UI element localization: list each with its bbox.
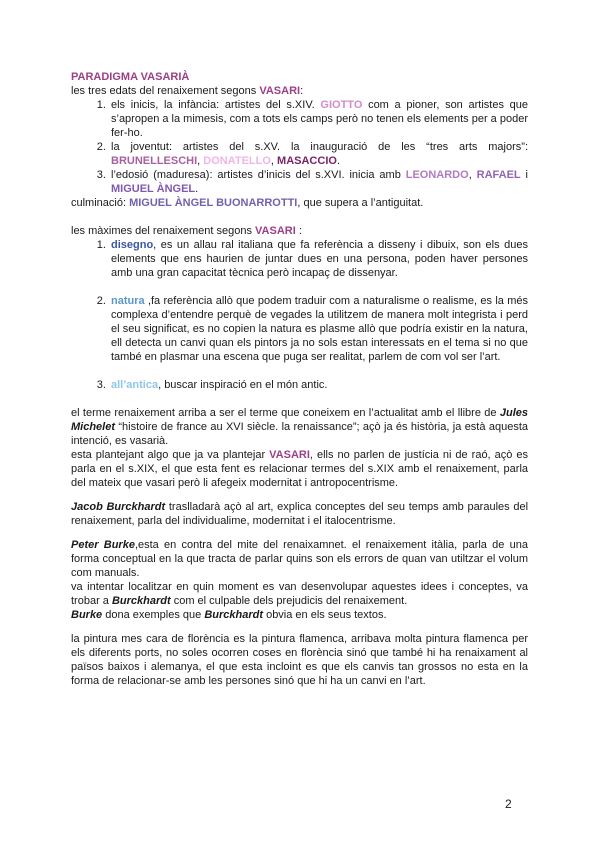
list-item: 3. l’edosió (maduresa): artistes d’inicis del s.XVI. inicia amb LEONARDO, RAFAEL i MIGUEL ÀNGEL.: [109, 168, 528, 196]
list-item: 1. els inicis, la infància: artistes del s.XIV. GIOTTO com a pioner, son artistes que s’apropen a la mimesis, com a tots els camps però no tenen els elements per a poder fer-ho.: [109, 98, 528, 140]
edats-intro: les tres edats del renaixement segons VASARI:: [71, 85, 304, 97]
paragraph: va intentar localitzar en quin moment es van desenvolupar aquestes idees i conceptes, va trobar a Burckhardt com el culpable dels prejudicis del renaixement.: [71, 581, 528, 607]
maximes-list: [71, 238, 528, 392]
document-body: [71, 70, 528, 688]
paragraph: el terme renaixement arriba a ser el terme que coneixem en l’actualitat amb el llibre de Jules Michelet “histoire de france au XVI siècle. la renaissance”; açò ja és història, ja està aquesta intenció, es vasarià.: [71, 407, 528, 447]
culminacio-line: culminació: MIGUEL ÀNGEL BUONARROTTI, que supera a l’antiguitat.: [71, 197, 424, 209]
list-item: 2. natura ,fa referència allò que podem traduir com a naturalisme o realisme, es la més complexa d’entendre perquè de vegades la utilitzem de manera molt integrista i perd el seu significat, es no copien la natura es plasme allò que podría existir en la natura, ell detecta un canvi quan els pintors ja no sols estan interessats en el tema si no que també en plasmar una escena que puga ser realitat, parlem de com vol ser l’art.: [109, 294, 528, 364]
paragraph: Jacob Burckhardt traslladarà açò al art, explica conceptes del seu temps amb paraules del renaixement, parla del individualime, modernitat i el italocentrisme.: [71, 501, 529, 527]
page-title: PARADIGMA VASARIÀ: [71, 71, 190, 83]
list-item: 1. disegno, es un allau ral italiana que fa referència a disseny i dibuix, son els dues elements que ens haurien de juntar dues en una persona, poden haver persones amb una gran capacitat tècnica però incapaç de dissenyar.: [109, 238, 528, 280]
paragraph: esta plantejant algo que ja va plantejar VASARI, ells no parlen de justícia ni de raó, açò es parla en el s.XIX, el que esta fent es relacionar termes del s.XIX amb el renaixement, parla del mateix que vasari però li afegeix modernitat i antropocentrisme.: [71, 449, 528, 489]
paragraph: Burke dona exemples que Burckhardt obvia en els seus textos.: [71, 609, 387, 621]
paragraph: Peter Burke,esta en contra del mite del renaixamnet. el renaixement itàlia, parla de una forma conceptual en la que tracta de parlar quins son els errors de quan van utiltzar el volum com manuals.: [71, 539, 528, 579]
list-item: 3. all’antica, buscar inspiració en el món antic.: [109, 378, 528, 392]
paragraph: la pintura mes cara de florència es la pintura flamenca, arribava molta pintura flamenca per els diferents ports, no soles ocorren coses en florència sinó que també hi ha renaixament al països baixos i alemanya, el que esta incloint es que els canvis tan grossos no esta en la forma de relacionar-se amb les persones sinó que hi ha un canvi en l’art.: [71, 633, 528, 687]
maximes-intro: les màximes del renaixement segons VASARI :: [71, 225, 302, 237]
edats-list: [71, 98, 528, 196]
list-item: 2. la joventut: artistes del s.XV. la inauguració de les “tres arts majors”: BRUNELLESCHI, DONATELLO, MASACCIO.: [109, 140, 528, 168]
page-number: 2: [505, 797, 512, 811]
